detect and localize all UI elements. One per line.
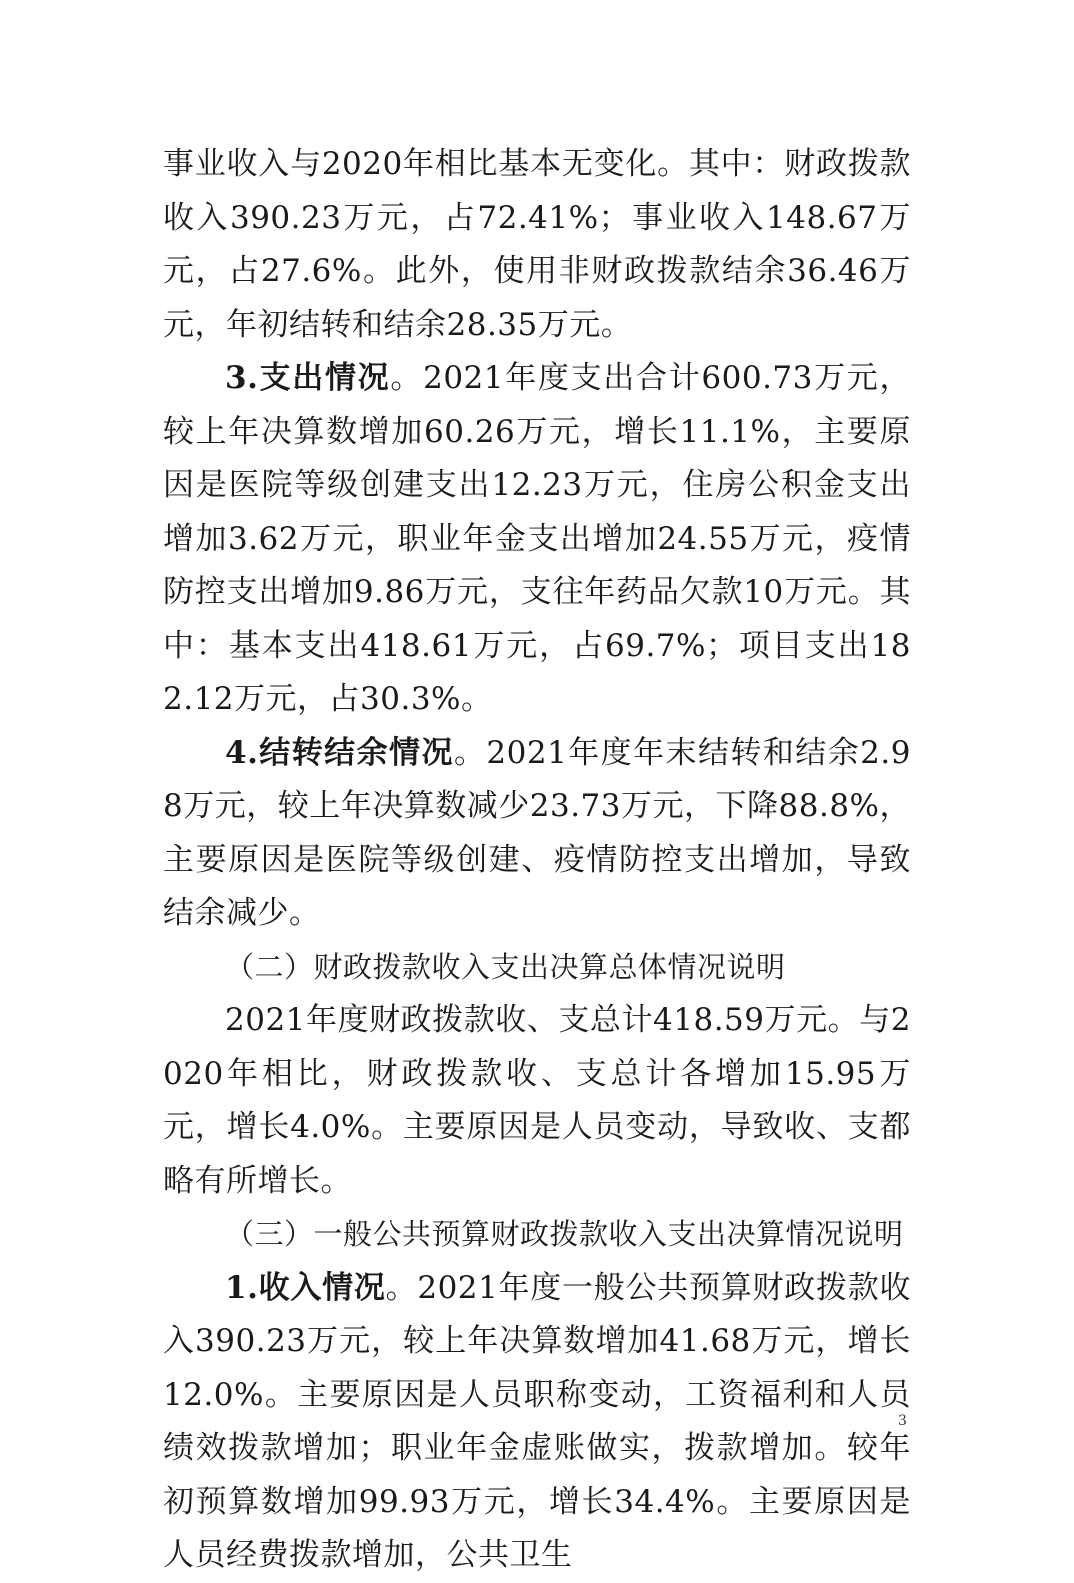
paragraph-income-text: 。2021年度一般公共预算财政拨款收入390.23万元，较上年决算数增加41.68万元，增长12.0%。主要原因是人员职称变动，工资福利和人员绩效拨款增加；职业年金虚账做实，拨款增加。较年初预算数增加99.93万元，增长34.4%。主要原因是人员经费拨款增加，公共卫生 — [163, 1269, 911, 1573]
paragraph-fiscal-overview: 2021年度财政拨款收、支总计418.59万元。与2020年相比，财政拨款收、支总计各增加15.95万元，增长4.0%。主要原因是人员变动，导致收、支都略有所增长。 — [163, 1002, 911, 1199]
page-number: 3 — [898, 1413, 907, 1429]
section-heading-general-budget: （三）一般公共预算财政拨款收入支出决算情况说明 — [225, 1217, 904, 1251]
section-label-expenditure: 3.支出情况 — [225, 360, 391, 396]
paragraph-income — [163, 1262, 911, 1583]
paragraph-carryover — [163, 727, 911, 941]
paragraph-carryover-text: 。2021年度年末结转和结余2.98万元，较上年决算数减少23.73万元，下降88.8%，主要原因是医院等级创建、疫情防控支出增加，导致结余减少。 — [163, 734, 911, 931]
document-body — [163, 138, 911, 1583]
section-label-carryover: 4.结转结余情况 — [225, 734, 454, 771]
paragraph-revenue-continued: 事业收入与2020年相比基本无变化。其中：财政拨款收入390.23万元，占72.41%；事业收入148.67万元，占27.6%。此外，使用非财政拨款结余36.46万元，年初结转和结余28.35万元。 — [163, 146, 911, 343]
section-label-income: 1.收入情况 — [225, 1269, 386, 1306]
paragraph-expenditure — [163, 352, 911, 727]
section-heading-fiscal-overview: （二）财政拨款收入支出决算总体情况说明 — [225, 949, 786, 984]
paragraph-expenditure-text: 。2021年度支出合计600.73万元，较上年决算数增加60.26万元，增长11.1%，主要原因是医院等级创建支出12.23万元，住房公积金支出增加3.62万元，职业年金支出增加24.55万元，疫情防控支出增加9.86万元，支往年药品欠款10万元。其中：基本支出418.61万元，占69.7%；项目支出182.12万元，占30.3%。 — [163, 360, 911, 717]
